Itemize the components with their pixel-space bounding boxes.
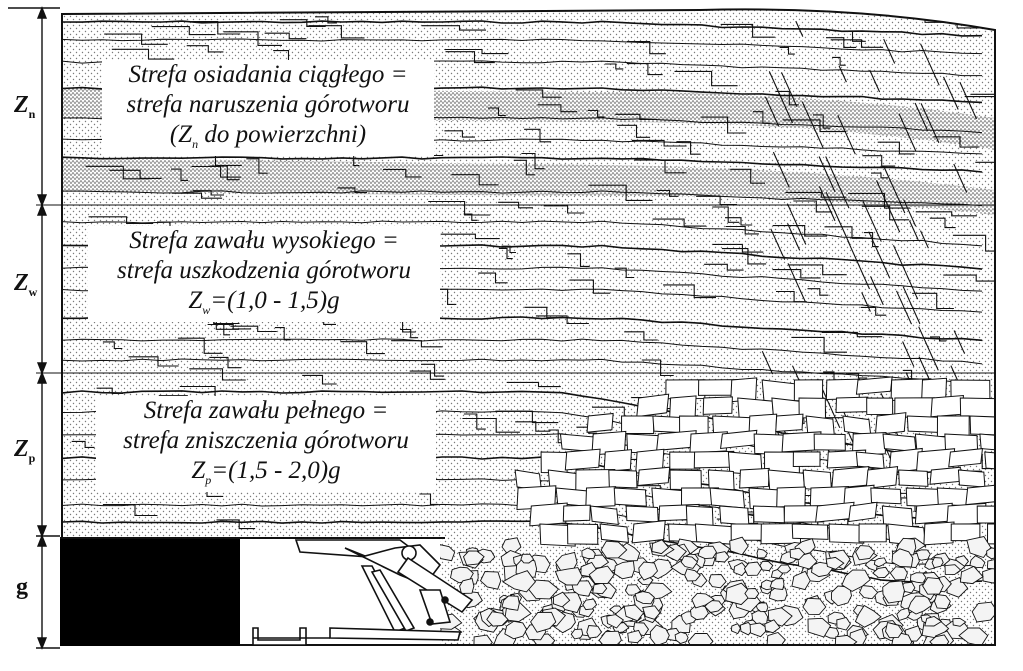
caved-block xyxy=(792,524,828,539)
caved-block xyxy=(814,434,845,450)
caved-block xyxy=(949,449,983,467)
zone-full-line-2: strefa zniszczenia górotworu xyxy=(123,427,409,454)
caved-block xyxy=(626,506,658,522)
zone-full-line-1: Strefa zawału pełnego = xyxy=(143,397,389,424)
caved-block xyxy=(637,394,669,416)
axis-label-g: g xyxy=(16,574,28,600)
caved-block xyxy=(849,502,877,521)
axis-label-zn: $Z_n$ xyxy=(14,92,36,121)
caved-block xyxy=(614,488,646,506)
caved-block xyxy=(563,505,590,521)
caved-block xyxy=(875,413,905,435)
caved-block xyxy=(740,468,770,488)
caved-block xyxy=(867,398,893,415)
caved-block xyxy=(731,524,764,540)
caved-block xyxy=(826,379,859,399)
zone-label-continuous-subsidence xyxy=(102,60,434,156)
caved-block xyxy=(937,416,969,437)
caved-block xyxy=(856,377,892,394)
caved-block xyxy=(931,395,963,416)
caved-block xyxy=(856,452,884,469)
caved-block xyxy=(600,524,628,542)
caved-block xyxy=(960,398,999,417)
caved-block xyxy=(930,467,960,484)
caved-block xyxy=(859,524,886,542)
caved-block xyxy=(988,524,1020,544)
axis-label-zp: $Z_p$ xyxy=(14,436,36,465)
caved-block xyxy=(565,449,600,470)
zone-continuous-line-3: ($Z_n$ do powierzchni) xyxy=(169,121,367,151)
zone-continuous-line-1: Strefa osiadania ciągłego = xyxy=(128,61,408,88)
coal-seam xyxy=(60,538,240,646)
caved-block xyxy=(843,416,871,435)
caved-block xyxy=(970,416,1001,435)
caved-block xyxy=(899,470,928,486)
caved-block xyxy=(816,502,854,522)
caved-block xyxy=(753,506,784,523)
caved-block xyxy=(568,524,598,544)
caved-block xyxy=(586,487,616,507)
rubble-fragment xyxy=(923,578,944,595)
zone-label-full-caving xyxy=(96,396,436,492)
caved-block xyxy=(776,414,803,431)
caved-block xyxy=(703,397,732,414)
zone-full-line-3: $Z_p=(1,5 - 2,0)g$ xyxy=(191,457,341,487)
rubble-fragment xyxy=(987,548,1000,559)
caved-block xyxy=(832,467,869,489)
rubble-fragment xyxy=(745,589,759,599)
zone-high-line-3: $Z_w=(1,0 - 1,5)g$ xyxy=(188,287,340,317)
caved-block xyxy=(777,487,806,507)
caved-block xyxy=(622,416,654,434)
axis-label-zw: $Z_w$ xyxy=(14,270,38,299)
caved-block xyxy=(609,470,637,488)
caved-block xyxy=(587,413,613,432)
caved-block xyxy=(958,470,984,487)
caved-block xyxy=(985,452,1018,471)
caved-block xyxy=(836,397,868,412)
caved-block xyxy=(632,521,665,543)
caved-block xyxy=(710,488,744,508)
caved-block xyxy=(924,522,954,545)
caved-block xyxy=(977,506,1015,523)
zone-high-line-1: Strefa zawału wysokiego = xyxy=(129,227,399,254)
caved-block xyxy=(591,506,619,524)
caved-block xyxy=(882,506,913,528)
caved-block xyxy=(638,467,670,485)
caved-block xyxy=(530,503,567,526)
zone-continuous-line-2: strefa naruszenia górotworu xyxy=(126,91,410,118)
caved-block xyxy=(793,452,820,467)
caved-block xyxy=(871,488,901,504)
caved-block xyxy=(604,450,631,472)
rubble-fragment xyxy=(911,573,927,583)
caved-block xyxy=(966,484,1003,504)
caved-block xyxy=(708,470,734,490)
zone-label-high-caving xyxy=(88,226,440,322)
zone-high-line-2: strefa uszkodzenia górotworu xyxy=(117,257,411,284)
caved-block xyxy=(883,434,916,452)
caved-block xyxy=(695,524,732,544)
caved-block xyxy=(694,451,734,468)
caved-block xyxy=(720,506,749,525)
caved-block xyxy=(670,470,701,490)
caved-block xyxy=(541,452,567,473)
rubble-fragment xyxy=(883,581,905,603)
